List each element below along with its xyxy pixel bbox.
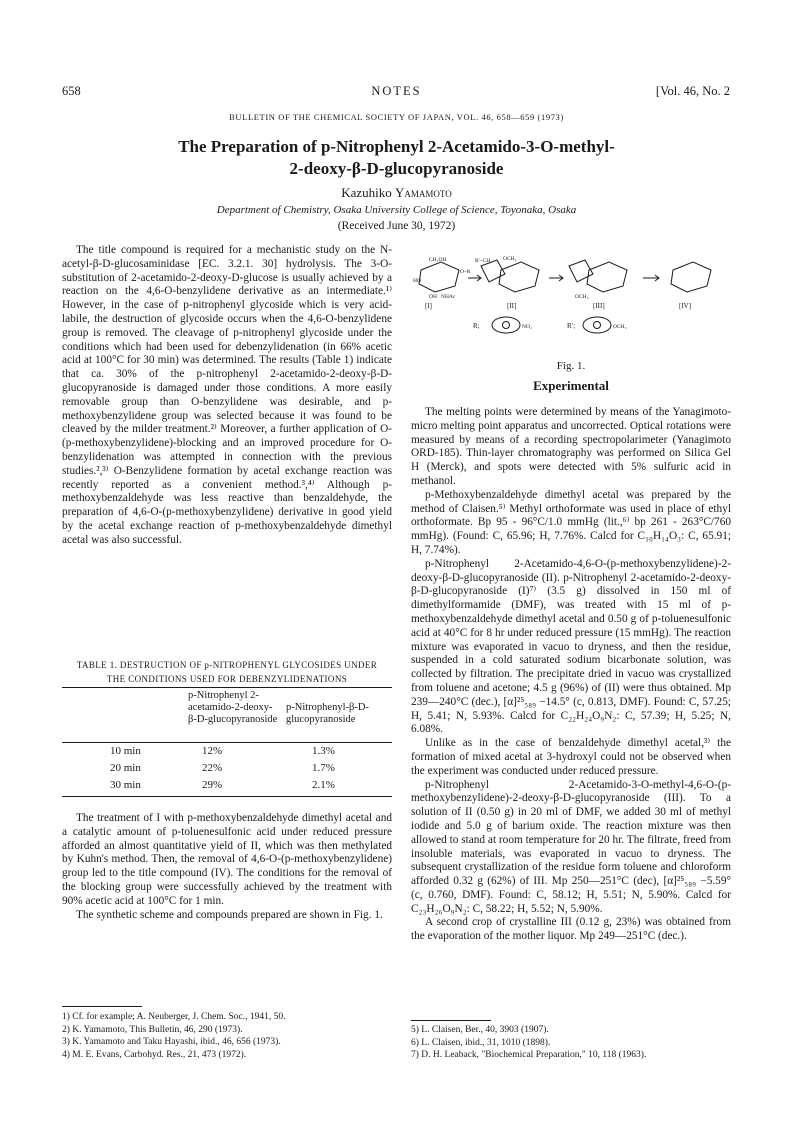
table-cell-time: 30 min — [110, 779, 141, 791]
table-cell-b: 2.1% — [312, 779, 335, 791]
left-column-intro — [62, 244, 392, 548]
title-line-2: 2-deoxy-β-D-glucopyranoside — [289, 159, 504, 178]
table-cell-a: 29% — [202, 779, 223, 791]
author-first-name: Kazuhiko — [341, 185, 396, 200]
pyranose-ring-i — [419, 262, 459, 292]
author-last-name: Yamamoto — [395, 185, 452, 200]
table-cell-b: 1.7% — [312, 762, 335, 774]
table-cell-a: 22% — [202, 762, 223, 774]
table-cell-a: 12% — [202, 745, 223, 757]
table-top-rule — [62, 687, 392, 688]
body-paragraph: The treatment of I with p-methoxybenzaldehyde dimethyl acetal and a catalytic amount of p-toluenesulfonic acid under reduced pressure afforded an almost quantitative yield of II, which was then methylated by Kuhn's method. Then, the removal of 4,6-O-(p-methoxybenzylidene) group led to the title compound (IV). The conditions for the removal of the blocking group were successfully achieved by the treatment with 90% acetic acid at 100°C for 1 min. — [62, 812, 392, 907]
footnote: 7) D. H. Leaback, "Biochemical Preparation," 10, 118 (1963). — [411, 1050, 647, 1060]
table-cell-time: 10 min — [110, 745, 141, 757]
compound-label-ii: [II] — [507, 302, 517, 310]
footnote-rule — [411, 1020, 491, 1021]
table-cell-b: 1.3% — [312, 745, 335, 757]
group-label: HO — [413, 278, 421, 284]
right-column-experimental — [411, 406, 731, 944]
intro-paragraph: The title compound is required for a mechanistic study on the N-acetyl-β-D-glucosaminidase [EC. 3.2.1. 30] hydrolysis. The 3-O-substitution of 2-acetamido-2-deoxy-D-glucose is usually achieved by a reaction on the 4,6-O-benzylidene derivative as an intermediate.¹⁾ However, in the case of p-nitrophenyl glycoside which is very acid-labile, the destruction of glycoside occurs when the 4,6-O-benzylidene group is removed. The cleavage of p-nitrophenyl glycoside under the conditions which had been used for debenzylidenation (in 66% acetic acid at 100°C for 30 min) was determined. The results (Table 1) indicate that ca. 30% of the p-nitrophenyl 2-acetamido-2-deoxy-β-D-glucopyranoside is damaged under those conditions. A more easily removable group than O-benzylidene was desirable, and p-methoxybenzylidene group was selected because it was found to be cleaved by the milder treatment.²⁾ Moreover, a further application of O-(p-methoxybenzylidene)-blocking and an improved procedure for O-benzylidenation was attempted in connection with the previous studies.²,³⁾ O-Benzylidene formation by acetal exchange reaction was recently reported as a convenient method.³,⁴⁾ Although p-methoxybenzaldehyde was less reactive than benzaldehyde, the preparation of 4,6-O-(p-methoxybenzylidene) derivative in good yield by the acetal exchange reaction of p-methoxybenzaldehyde dimethyl acetal was also successful. — [62, 244, 392, 546]
experimental-paragraph: p-Nitrophenyl 2-Acetamido-3-O-methyl-4,6-O-(p-methoxybenzylidene)-2-deoxy-β-D-glucopyranoside (III). To a solution of II (0.50 g) in 20 ml of DMF, we added 30 ml of methyl iodide and 5.0 g of barium oxide. The reaction mixture was then allowed to stand at room temperature for 20 hr. The filtrate, freed from insoluble materials, was evaporated in vacuo to dryness. The subsequent crystallization of the residue form toluene and chloroform afforded 0.32 g (62%) of III. Mp 250—251°C (dec), [α]²⁵₅₈₉ −5.59° (c, 0.760, DMF). Found: C, 58.12; H, 5.51; N, 5.90%. Calcd for C₂₃H₂₆O₉N₂: C, 58.22; H, 5.52; N, 5.90%. — [411, 778, 731, 915]
compound-label-i: [I] — [425, 302, 432, 310]
affiliation: Department of Chemistry, Osaka University College of Science, Toyonaka, Osaka — [216, 204, 577, 216]
benzylidene-ring-iii — [569, 260, 593, 282]
page-number: 658 — [62, 84, 81, 98]
body-paragraph: The synthetic scheme and compounds prepared are shown in Fig. 1. — [76, 908, 383, 921]
r-definition: R; — [473, 322, 480, 330]
group-label: CH₂OH — [429, 257, 447, 263]
footnote: 1) Cf. for example; A. Neuberger, J. Chem. Soc., 1941, 50. — [62, 1012, 286, 1022]
author — [0, 185, 793, 201]
group-label: OCH₂ — [503, 256, 517, 262]
table-header-col1: p-Nitrophenyl 2-acetamido-2-deoxy-β-D-glucopyranoside — [188, 690, 278, 725]
footnote: 2) K. Yamamoto, This Bulletin, 46, 290 (1973). — [62, 1024, 243, 1035]
r-prime-substituent: OCH₃ — [613, 324, 627, 330]
table-row — [62, 762, 392, 776]
left-column-continued — [62, 812, 392, 922]
footnote: 6) L. Claisen, ibid., 31, 1010 (1898). — [411, 1037, 551, 1048]
nitrophenyl-ring — [492, 317, 520, 333]
table-header-col2: p-Nitrophenyl-β-D-glucopyranoside — [286, 702, 369, 725]
figure-caption: Fig. 1. — [556, 360, 586, 372]
methoxyphenyl-ring — [583, 317, 611, 333]
group-label: NHAc — [441, 294, 456, 300]
footnotes-left — [62, 1011, 285, 1061]
pyranose-ring-ii — [499, 262, 539, 292]
pyranose-ring-iv — [671, 262, 711, 292]
footnote-rule — [62, 1006, 142, 1007]
experimental-paragraph: p-Methoxybenzaldehyde dimethyl acetal was prepared by the method of Claisen.⁵⁾ Methyl orthoformate was used in place of ethyl orthoformate. Bp 95 - 96°C/1.0 mmHg (lit.,⁶⁾ bp 261 - 263°C/760 mmHg). (Found: C, 65.96; H, 7.76%. Calcd for C₁₀H₁₄O₃: C, 65.91; H, 7.74%). — [411, 488, 731, 556]
experimental-paragraph: The melting points were determined by means of the Yanagimoto-micro melting point apparatus and uncorrected. Optical rotations were measured by means of a recording spectropolarimeter (Yanagimoto ORD-185). Thin-layer chromatography was performed on Silica Gel H (Merck), and spots were detected with 5% sulfuric acid in methanol. — [411, 406, 731, 487]
running-section: NOTES — [371, 84, 422, 98]
received-date: (Received June 30, 1972) — [337, 220, 456, 232]
volume-label: [Vol. 46, No. 2 — [655, 84, 730, 98]
group-label: OH — [429, 294, 437, 300]
experimental-paragraph: A second crop of crystalline III (0.12 g, 23%) was obtained from the evaporation of the mother liquor. Mp 249—251°C (dec.). — [411, 916, 731, 943]
table-title-line-2: THE CONDITIONS USED FOR DEBENZYLIDENATIONS — [106, 674, 348, 684]
footnote: 4) M. E. Evans, Carbohyd. Res., 21, 473 (1972). — [62, 1049, 247, 1060]
table-title-line-1: TABLE 1. DESTRUCTION OF p-NITROPHENYL GLYCOSIDES UNDER — [76, 660, 378, 670]
article-title — [0, 136, 793, 180]
aromatic-circle — [503, 322, 510, 329]
experimental-paragraph: Unlike as in the case of benzaldehyde dimethyl acetal,³⁾ the formation of mixed acetal at 3-hydroxyl could not be observed when the experiment was conducted under reduced pressure. — [411, 737, 731, 777]
footnote: 5) L. Claisen, Ber., 40, 3903 (1907). — [411, 1025, 549, 1035]
compound-label-iv: [IV] — [679, 302, 692, 310]
group-label: O–R — [460, 269, 471, 275]
experimental-paragraph: p-Nitrophenyl 2-Acetamido-4,6-O-(p-methoxybenzylidene)-2-deoxy-β-D-glucopyranoside (II). p-Nitrophenyl 2-acetamido-2-deoxy-β-D-glucopyranoside (I)⁷⁾ (3.5 g) dissolved in 150 ml of dimethylformamide (DMF), was treated with 15 ml of p-methoxybenzaldehyde dimethyl acetal and 0.50 g of p-toluenesulfonic acid at 40°C for 8 hr under reduced pressure (15 mmHg). The reaction mixture was evaporated in vacuo to dryness, and then the residue, suspended in a cold saturated sodium bicarbonate solution, was collected by filtration. The precipitate dried in vacuo was crystallized from toluene and acetone; 4.5 g (96%) of (II) were thus obtained. Mp 239—240°C (dec.), [α]²⁵₅₈₉ −14.5° (c, 0.813, DMF). Found: C, 57.25; H, 5.41; N, 5.93%. Calcd for C₂₂H₂₄O₉N₂: C, 57.39; H, 5.25; N, 6.08%. — [411, 557, 731, 736]
reaction-scheme — [411, 252, 731, 362]
journal-citation: BULLETIN OF THE CHEMICAL SOCIETY OF JAPAN, VOL. 46, 658—659 (1973) — [229, 112, 564, 122]
table-bottom-rule — [62, 796, 392, 797]
table-row — [62, 745, 392, 759]
table-title — [62, 658, 392, 686]
pyranose-ring-iii — [587, 262, 627, 292]
compound-label-iii: [III] — [593, 302, 605, 310]
aromatic-circle — [594, 322, 601, 329]
footnotes-right — [411, 1024, 646, 1062]
group-label: OCH₃ — [575, 294, 589, 300]
table-row — [62, 779, 392, 793]
section-heading-experimental: Experimental — [533, 378, 609, 393]
group-label: R′–CH — [475, 258, 491, 264]
r-prime-definition: R′; — [567, 322, 576, 330]
r-substituent: NO₂ — [522, 324, 532, 330]
table-cell-time: 20 min — [110, 762, 141, 774]
table-header-rule — [62, 742, 392, 743]
title-line-1: The Preparation of p-Nitrophenyl 2-Acetamido-3-O-methyl- — [178, 137, 615, 156]
footnote: 3) K. Yamamoto and Taku Hayashi, ibid., 46, 656 (1973). — [62, 1037, 281, 1047]
